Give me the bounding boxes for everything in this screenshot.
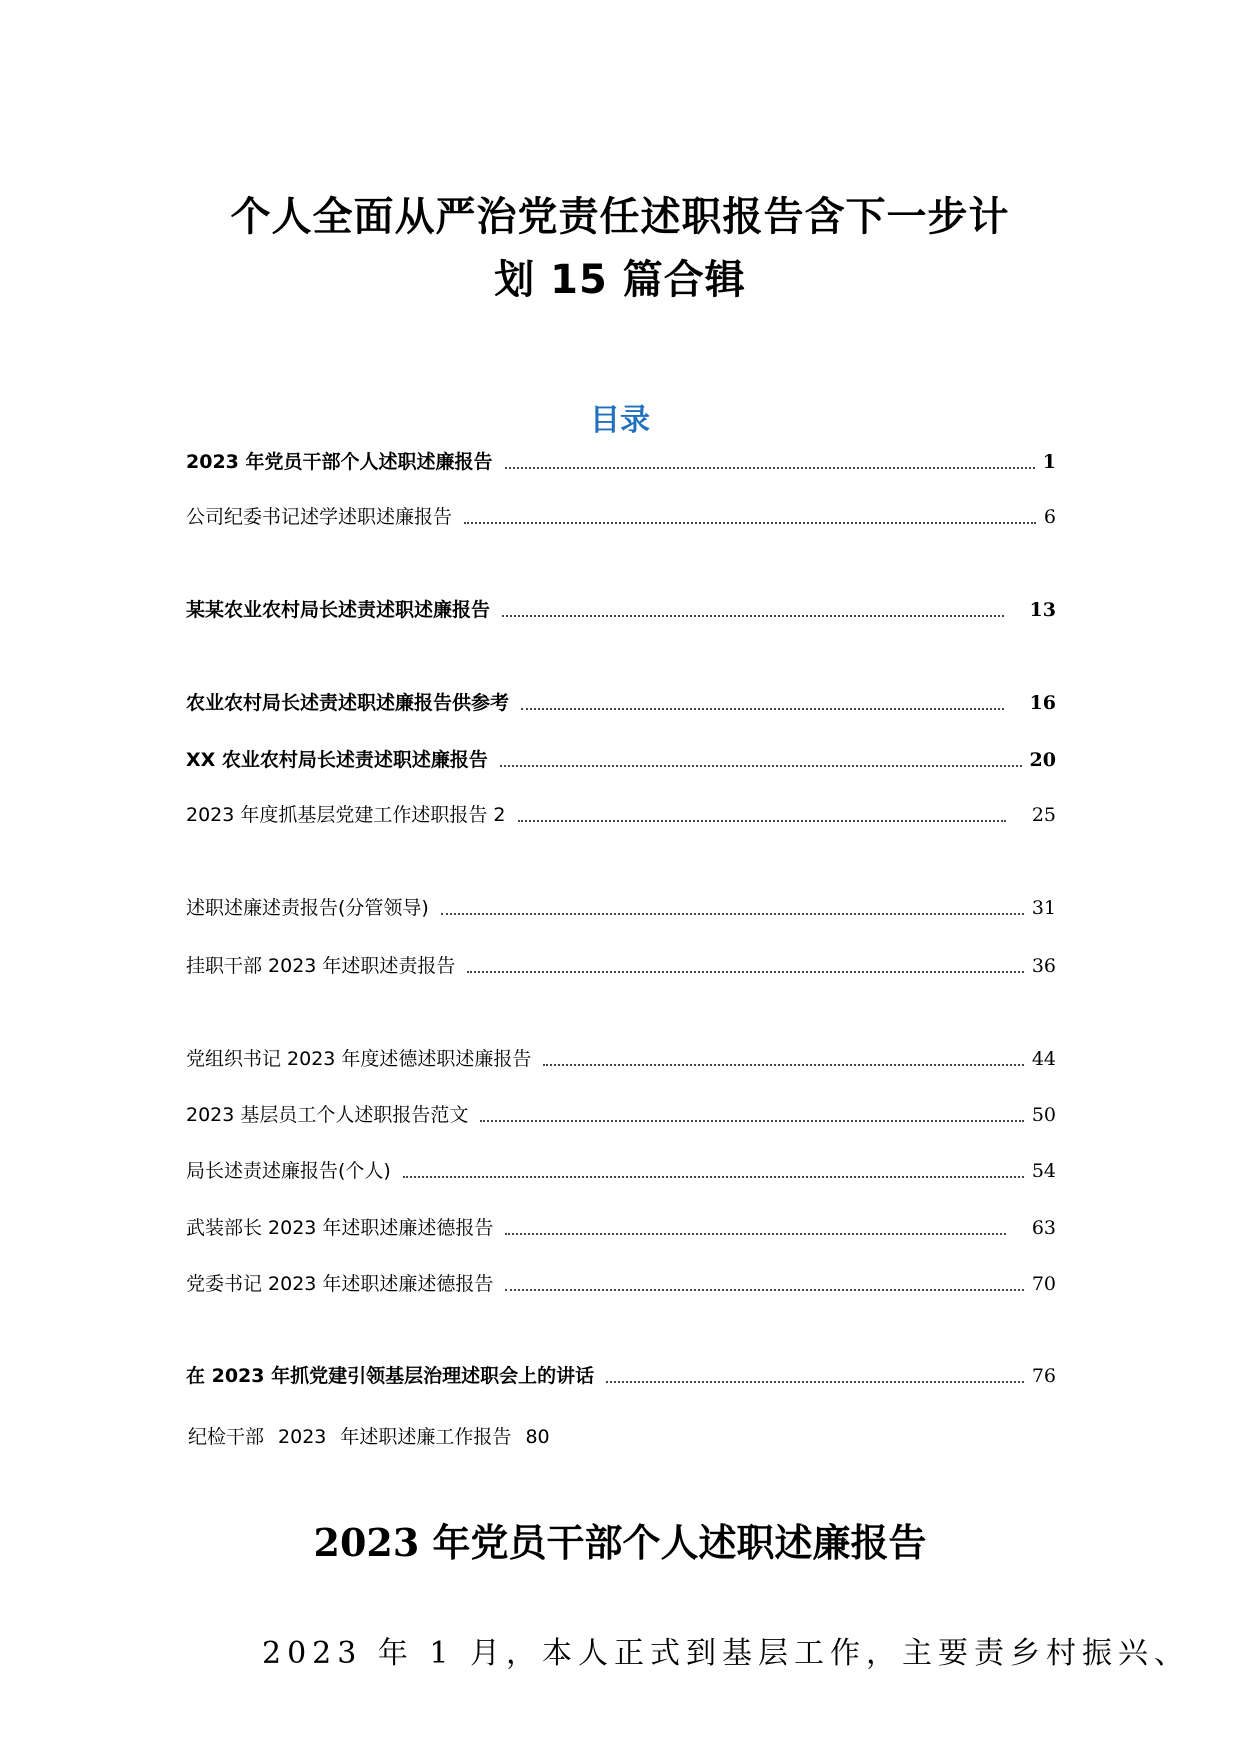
toc-entry[interactable] <box>186 1101 1056 1129</box>
toc-entry[interactable] <box>186 894 1056 922</box>
toc-leader-dots <box>606 1380 1024 1383</box>
toc-leader-dots <box>505 1288 1023 1291</box>
toc-entry-label: 党组织书记 2023 年度述德述职述廉报告 <box>186 1048 532 1070</box>
toc-leader-dots <box>518 819 1006 822</box>
section-title: 2023 年党员干部个人述职述廉报告 <box>313 1520 927 1565</box>
toc-entry-label: 党委书记 2023 年述职述廉述德报告 <box>186 1273 494 1295</box>
toc-entry-label: 公司纪委书记述学述职述廉报告 <box>186 506 453 528</box>
toc-entry-unformatted[interactable]: 纪检干部 2023 年述职述廉工作报告 80 <box>188 1426 550 1448</box>
toc-entry-page: 6 <box>1043 506 1056 528</box>
toc-entry[interactable] <box>186 746 1056 774</box>
toc-entry-page: 54 <box>1031 1160 1056 1182</box>
toc-entry[interactable] <box>186 952 1056 980</box>
toc-leader-dots <box>505 466 1035 469</box>
toc-entry[interactable] <box>186 1214 1056 1242</box>
toc-leader-dots <box>500 764 1022 767</box>
toc-entry-label: 2023 基层员工个人述职报告范文 <box>186 1104 469 1126</box>
toc-entry[interactable] <box>186 1362 1056 1390</box>
toc-entry-label: 在 2023 年抓党建引领基层治理述职会上的讲话 <box>186 1365 595 1387</box>
toc-entry[interactable] <box>186 448 1056 476</box>
toc-leader-dots <box>467 970 1023 973</box>
toc-leader-dots <box>521 707 1004 710</box>
toc-entry-page: 31 <box>1031 897 1056 919</box>
toc-leader-dots <box>441 912 1024 915</box>
toc-entry-page: 76 <box>1031 1365 1056 1387</box>
toc-entry-label: 局长述责述廉报告(个人) <box>186 1160 391 1182</box>
toc-entry-page: 16 <box>1029 692 1056 714</box>
toc-entry-page: 63 <box>1031 1217 1056 1239</box>
toc-leader-dots <box>464 521 1036 524</box>
body-paragraph: 2023 年 1 月，本人正式到基层工作，主要责乡村振兴、 <box>262 1636 1191 1671</box>
toc-leader-dots <box>502 614 1004 617</box>
toc-heading: 目录 <box>590 403 650 438</box>
toc-entry-label: XX 农业农村局长述责述职述廉报告 <box>186 749 488 771</box>
document-title-line-1: 个人全面从严治党责任述职报告含下一步计 <box>230 194 1010 240</box>
toc-entry[interactable] <box>186 503 1056 531</box>
document-title-line-2: 划 15 篇合辑 <box>494 257 746 303</box>
toc-entry-page: 25 <box>1031 804 1056 826</box>
toc-entry[interactable] <box>186 689 1056 717</box>
toc-entry-label: 述职述廉述责报告(分管领导) <box>186 897 429 919</box>
toc-leader-dots <box>543 1063 1023 1066</box>
toc-entry-label: 农业农村局长述责述职述廉报告供参考 <box>186 692 510 714</box>
toc-entry-page: 44 <box>1031 1048 1056 1070</box>
toc-entry-page: 36 <box>1031 955 1056 977</box>
toc-entry-label: 2023 年党员干部个人述职述廉报告 <box>186 451 493 473</box>
toc-entry-page: 1 <box>1042 451 1056 473</box>
toc-entry-page: 20 <box>1029 749 1056 771</box>
toc-entry[interactable] <box>186 1045 1056 1073</box>
toc-entry[interactable] <box>186 1157 1056 1185</box>
toc-leader-dots <box>480 1119 1023 1122</box>
toc-entry-page: 70 <box>1031 1273 1056 1295</box>
toc-leader-dots <box>403 1175 1024 1178</box>
toc-entry-label: 挂职干部 2023 年述职述责报告 <box>186 955 456 977</box>
toc-entry[interactable] <box>186 596 1056 624</box>
toc-entry[interactable] <box>186 1270 1056 1298</box>
toc-entry-label: 武装部长 2023 年述职述廉述德报告 <box>186 1217 494 1239</box>
toc-entry[interactable] <box>186 801 1056 829</box>
toc-leader-dots <box>505 1232 1005 1235</box>
toc-entry-label: 2023 年度抓基层党建工作述职报告 2 <box>186 804 506 826</box>
toc-entry-page: 13 <box>1029 599 1056 621</box>
toc-entry-page: 50 <box>1031 1104 1056 1126</box>
toc-entry-label: 某某农业农村局长述责述职述廉报告 <box>186 599 491 621</box>
